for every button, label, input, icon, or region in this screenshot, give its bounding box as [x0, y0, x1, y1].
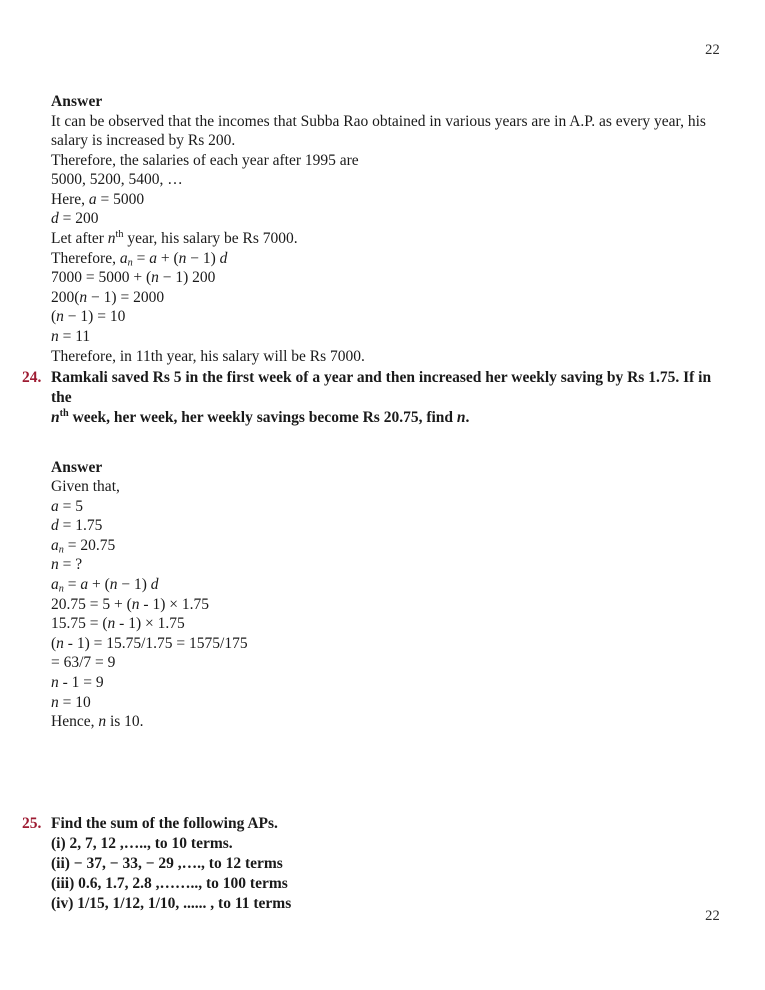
answer-23-line-1: 5000, 5200, 5400, …	[51, 171, 183, 189]
variable-d: d	[150, 576, 159, 594]
let-suffix: year, his salary be Rs 7000.	[123, 230, 298, 248]
answer-23-formula	[51, 249, 722, 269]
list-item: (ii) − 37, − 33, − 29 ,…., to 12 terms	[51, 855, 283, 872]
spacer	[22, 428, 722, 458]
variable-n: n	[51, 556, 59, 574]
answer-heading-23: Answer	[51, 93, 103, 110]
answer-24-step-n	[51, 555, 722, 575]
question-25-header	[22, 814, 722, 834]
variable-n-end: n	[456, 408, 466, 426]
subscript-n: n	[58, 583, 64, 595]
conclusion-suffix: is 10.	[106, 713, 144, 731]
answer-24-formula: $a_n = a + (n - 1)$ d	[51, 576, 159, 595]
question-24-number: 24.	[22, 369, 42, 387]
subscript-n: n	[127, 256, 133, 268]
question-25	[22, 812, 722, 915]
answer-24-equation-2: (n - 1) = 15.75/1.75 = 1575/175	[51, 634, 248, 652]
page-number-bottom: 22	[705, 908, 720, 924]
variable-a: a	[51, 497, 59, 515]
answer-24-step-an	[51, 536, 722, 556]
variable-n: n	[51, 408, 60, 426]
variable-n: n	[107, 615, 116, 633]
conclusion-prefix: Hence,	[51, 713, 99, 731]
term-an: $a_n$	[51, 576, 64, 595]
answer-23-equation-1: 200(n − 1) = 2000	[51, 288, 165, 306]
list-item: (iv) 1/15, 1/12, 1/10, ...... , to 11 terms	[51, 895, 292, 913]
step-value: = 200	[58, 210, 99, 228]
answer-23-step-d	[51, 209, 722, 229]
variable-n: n	[56, 308, 64, 326]
variable-n: n	[79, 288, 88, 306]
question-24-line-2	[51, 408, 722, 428]
answer-24-step-d	[51, 516, 722, 536]
answer-24-equation-0: 20.75 = 5 + (n - 1) × 1.75	[51, 595, 209, 613]
question-25-number: 25.	[22, 815, 42, 832]
step-prefix: Here,	[51, 190, 89, 208]
answer-24-equation-4: n - 1 = 9	[51, 674, 104, 692]
page-content	[22, 92, 722, 732]
step-value: = 1.75	[58, 517, 103, 535]
ordinal-suffix: th	[59, 407, 69, 419]
variable-d: d	[51, 517, 59, 535]
step-value: = 20.75	[63, 536, 116, 554]
answer-23-equation-2: (n − 1) = 10	[51, 308, 126, 326]
variable-n: n	[51, 328, 59, 346]
question-24-text	[51, 368, 722, 427]
variable-a: a	[51, 536, 59, 554]
answer-23-line-0: Therefore, the salaries of each year after 1995 are	[51, 151, 359, 169]
variable-n: n	[107, 230, 116, 248]
variable-a: a	[149, 249, 157, 267]
variable-n: n	[56, 634, 64, 652]
variable-n: n	[98, 713, 107, 731]
variable-n: n	[109, 576, 118, 594]
question-24-line-2-text: week, her week, her weekly savings become Rs 20.75, find	[68, 408, 457, 426]
question-24	[22, 368, 722, 427]
answer-heading-24: Answer	[51, 458, 103, 476]
variable-d: d	[51, 210, 59, 228]
subscript-n: n	[58, 544, 64, 556]
question-25-list	[51, 834, 722, 915]
variable-n: n	[151, 269, 159, 287]
variable-a: a	[80, 576, 89, 594]
ordinal-suffix: th	[115, 228, 124, 240]
question-24-line-1: Ramkali saved Rs 5 in the first week of a year and then increased her weekly saving by Rs 1.75. If in the	[51, 369, 712, 407]
answer-24-equation-3: = 63/7 = 9	[51, 654, 116, 672]
answer-24-equation-1: 15.75 = (n - 1) × 1.75	[51, 615, 185, 633]
answer-23-step-a	[51, 190, 722, 210]
question-24-period: .	[465, 408, 470, 426]
answer-24-equation-5: n = 10	[51, 693, 91, 711]
question-25-title: Find the sum of the following APs.	[51, 815, 278, 832]
answer-23-let-line	[51, 229, 722, 249]
term-an: $a_n$	[119, 249, 133, 268]
page-number-top: 22	[705, 42, 720, 58]
step-value: = 5000	[96, 190, 145, 208]
variable-n: n	[51, 674, 59, 692]
answer-23-conclusion: Therefore, in 11th year, his salary will be Rs 7000.	[51, 347, 365, 365]
step-value: = ?	[58, 556, 83, 574]
answer-23-equation-3: n = 11	[51, 328, 91, 346]
list-item: (i) 2, 7, 12 ,….., to 10 terms.	[51, 834, 233, 852]
variable-n: n	[131, 595, 140, 613]
variable-n: n	[51, 693, 59, 711]
answer-24-conclusion	[51, 712, 722, 732]
step-value: = 5	[58, 497, 83, 515]
formula-text: Therefore, $a_n = a + (n - 1)$ d	[51, 249, 228, 268]
variable-a: a	[88, 190, 97, 208]
list-item: (iii) 0.6, 1.7, 2.8 ,…….., to 100 terms	[51, 875, 288, 893]
let-prefix: Let after	[51, 230, 108, 248]
answer-23-equation-0: 7000 = 5000 + (n − 1) 200	[51, 269, 216, 287]
variable-n: n	[178, 249, 187, 267]
answer-23-paragraph: It can be observed that the incomes that Subba Rao obtained in various years are in A.P. as every year, his salary is increased by Rs 200.	[51, 112, 706, 150]
variable-d: d	[219, 249, 228, 267]
answer-24-given: Given that,	[51, 478, 120, 496]
answer-24-step-a	[51, 497, 722, 517]
